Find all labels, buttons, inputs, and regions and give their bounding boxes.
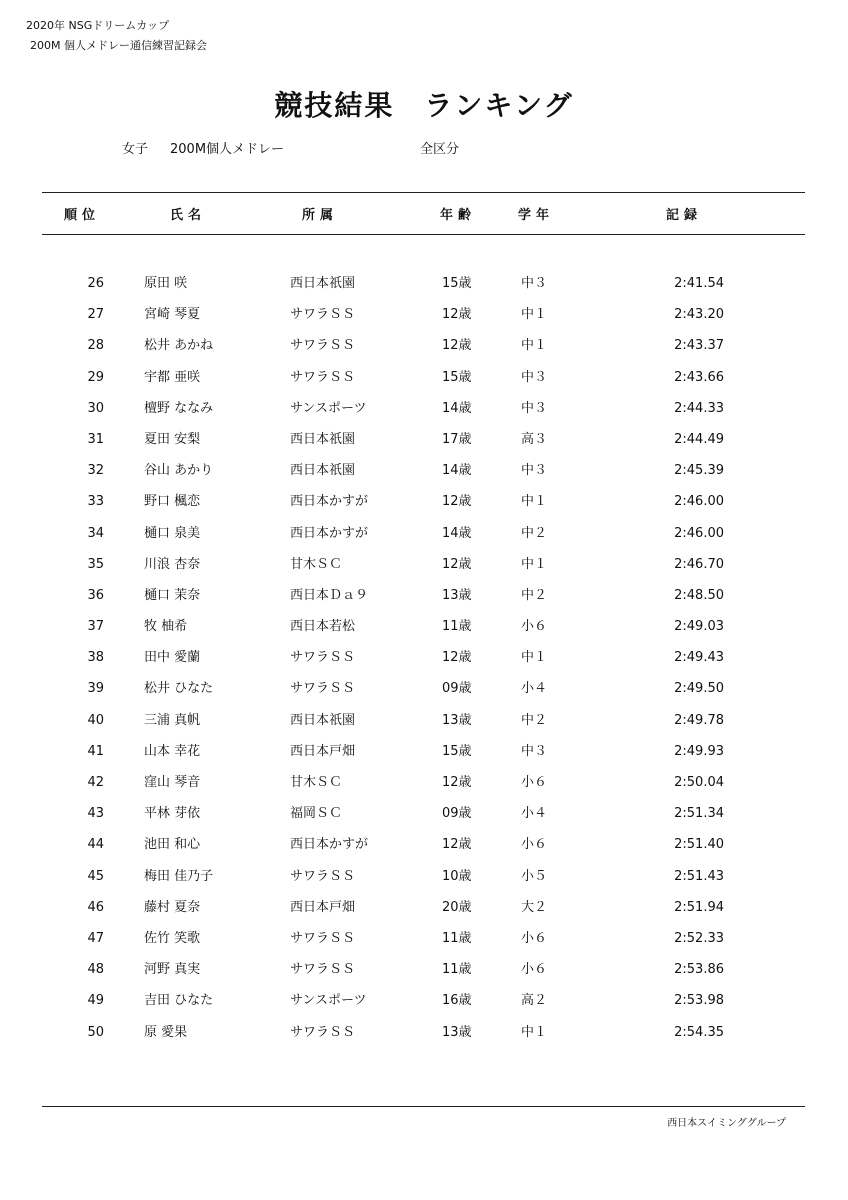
cell-club: 西日本若松 bbox=[290, 619, 356, 635]
cell-time: 2:44.33 bbox=[674, 400, 724, 416]
title-results: 競技結果 bbox=[274, 89, 395, 122]
table-row bbox=[0, 892, 848, 923]
cell-rank: 49 bbox=[87, 993, 104, 1009]
cell-club: サワラＳＳ bbox=[290, 681, 356, 697]
cell-time: 2:46.00 bbox=[674, 525, 724, 541]
column-header-name: 氏名 bbox=[170, 208, 207, 223]
column-header-grade: 学年 bbox=[518, 208, 555, 223]
cell-age: 15歳 bbox=[442, 276, 472, 291]
cell-rank: 26 bbox=[87, 276, 104, 291]
event-subname: 200M 個人メドレー通信練習記録会 bbox=[30, 39, 207, 52]
cell-age: 12歳 bbox=[442, 650, 472, 666]
cell-rank: 44 bbox=[87, 837, 104, 853]
table-row bbox=[0, 362, 848, 393]
cell-name: 野口 楓恋 bbox=[144, 494, 201, 510]
cell-name: 平林 芽依 bbox=[144, 806, 201, 822]
table-row bbox=[0, 736, 848, 767]
cell-rank: 33 bbox=[87, 494, 104, 510]
cell-name: 松井 あかね bbox=[144, 338, 214, 354]
footer-organization: 西日本スイミンググループ bbox=[667, 1118, 786, 1129]
cell-age: 09歳 bbox=[442, 806, 472, 822]
cell-age: 12歳 bbox=[442, 837, 472, 853]
cell-age: 17歳 bbox=[442, 431, 472, 447]
cell-time: 2:44.49 bbox=[674, 431, 724, 447]
cell-grade: 大２ bbox=[521, 899, 548, 915]
table-row bbox=[0, 705, 848, 736]
cell-rank: 28 bbox=[87, 338, 104, 354]
cell-name: 夏田 安梨 bbox=[144, 431, 201, 447]
cell-rank: 41 bbox=[87, 743, 104, 759]
cell-club: 西日本祇園 bbox=[290, 463, 356, 479]
cell-grade: 中３ bbox=[521, 276, 548, 291]
cell-age: 14歳 bbox=[442, 463, 472, 479]
cell-time: 2:46.70 bbox=[674, 556, 724, 572]
cell-grade: 小６ bbox=[521, 837, 548, 853]
cell-grade: 中２ bbox=[521, 587, 548, 603]
cell-time: 2:51.43 bbox=[674, 868, 724, 884]
table-row bbox=[0, 861, 848, 892]
cell-club: サワラＳＳ bbox=[290, 338, 356, 354]
cell-time: 2:43.37 bbox=[674, 338, 724, 354]
cell-age: 15歳 bbox=[442, 743, 472, 759]
cell-time: 2:49.93 bbox=[674, 743, 724, 759]
cell-grade: 中３ bbox=[521, 400, 548, 416]
table-row bbox=[0, 829, 848, 860]
table-row bbox=[0, 611, 848, 642]
table-row bbox=[0, 518, 848, 549]
cell-club: サワラＳＳ bbox=[290, 1024, 356, 1040]
cell-grade: 中１ bbox=[521, 338, 548, 354]
table-row bbox=[0, 393, 848, 424]
cell-grade: 中３ bbox=[521, 463, 548, 479]
cell-club: サワラＳＳ bbox=[290, 307, 356, 323]
cell-age: 14歳 bbox=[442, 525, 472, 541]
table-row bbox=[0, 923, 848, 954]
cell-age: 12歳 bbox=[442, 775, 472, 790]
cell-name: 山本 幸花 bbox=[144, 743, 201, 759]
column-header-age: 年齢 bbox=[440, 208, 477, 223]
cell-age: 12歳 bbox=[442, 307, 472, 323]
cell-age: 15歳 bbox=[442, 369, 472, 385]
cell-name: 牧 柚希 bbox=[144, 619, 188, 635]
cell-club: サンスポーツ bbox=[290, 993, 367, 1009]
cell-time: 2:49.50 bbox=[674, 681, 724, 697]
column-header-time: 記録 bbox=[666, 208, 703, 223]
cell-name: 窪山 琴音 bbox=[144, 775, 201, 790]
cell-grade: 中２ bbox=[521, 712, 548, 728]
gender-label: 女子 bbox=[122, 142, 149, 157]
cell-time: 2:51.34 bbox=[674, 806, 724, 822]
cell-rank: 36 bbox=[87, 587, 104, 603]
cell-time: 2:54.35 bbox=[674, 1024, 724, 1040]
cell-grade: 中１ bbox=[521, 1024, 548, 1040]
table-row bbox=[0, 954, 848, 985]
cell-age: 09歳 bbox=[442, 681, 472, 697]
cell-time: 2:43.66 bbox=[674, 369, 724, 385]
cell-age: 14歳 bbox=[442, 400, 472, 416]
cell-name: 原田 咲 bbox=[144, 276, 188, 291]
cell-rank: 37 bbox=[87, 619, 104, 635]
cell-age: 13歳 bbox=[442, 587, 472, 603]
table-row bbox=[0, 767, 848, 798]
cell-age: 12歳 bbox=[442, 556, 472, 572]
cell-rank: 27 bbox=[87, 307, 104, 323]
table-row bbox=[0, 580, 848, 611]
table-row bbox=[0, 798, 848, 829]
cell-rank: 35 bbox=[87, 556, 104, 572]
cell-name: 樋口 茉奈 bbox=[144, 587, 201, 603]
cell-name: 池田 和心 bbox=[144, 837, 201, 853]
table-row bbox=[0, 330, 848, 361]
cell-club: 西日本戸畑 bbox=[290, 743, 356, 759]
cell-rank: 45 bbox=[87, 868, 104, 884]
cell-name: 佐竹 笑歌 bbox=[144, 930, 201, 946]
table-row bbox=[0, 549, 848, 580]
cell-club: 西日本かすが bbox=[290, 837, 369, 853]
cell-club: 西日本祇園 bbox=[290, 712, 356, 728]
cell-club: 西日本祇園 bbox=[290, 276, 356, 291]
cell-time: 2:50.04 bbox=[674, 775, 724, 790]
cell-time: 2:49.78 bbox=[674, 712, 724, 728]
cell-name: 河野 真実 bbox=[144, 962, 201, 978]
cell-name: 檀野 ななみ bbox=[144, 400, 214, 416]
cell-age: 20歳 bbox=[442, 899, 472, 915]
cell-time: 2:51.40 bbox=[674, 837, 724, 853]
cell-name: 田中 愛蘭 bbox=[144, 650, 201, 666]
cell-rank: 42 bbox=[87, 775, 104, 790]
division-label: 全区分 bbox=[420, 142, 460, 157]
cell-grade: 小６ bbox=[521, 619, 548, 635]
cell-club: 甘木ＳＣ bbox=[290, 775, 343, 790]
cell-time: 2:53.86 bbox=[674, 962, 724, 978]
cell-grade: 小６ bbox=[521, 962, 548, 978]
table-row bbox=[0, 985, 848, 1016]
cell-club: サンスポーツ bbox=[290, 400, 367, 416]
table-row bbox=[0, 268, 848, 299]
cell-rank: 48 bbox=[87, 962, 104, 978]
cell-rank: 29 bbox=[87, 369, 104, 385]
cell-time: 2:49.43 bbox=[674, 650, 724, 666]
cell-grade: 中３ bbox=[521, 369, 548, 385]
cell-rank: 31 bbox=[87, 431, 104, 447]
cell-grade: 高２ bbox=[521, 993, 548, 1009]
cell-name: 吉田 ひなた bbox=[144, 993, 214, 1009]
cell-age: 12歳 bbox=[442, 494, 472, 510]
cell-club: 西日本かすが bbox=[290, 525, 369, 541]
cell-rank: 34 bbox=[87, 525, 104, 541]
cell-time: 2:52.33 bbox=[674, 930, 724, 946]
cell-club: サワラＳＳ bbox=[290, 369, 356, 385]
cell-time: 2:53.98 bbox=[674, 993, 724, 1009]
cell-rank: 47 bbox=[87, 930, 104, 946]
cell-time: 2:48.50 bbox=[674, 587, 724, 603]
cell-time: 2:49.03 bbox=[674, 619, 724, 635]
cell-rank: 43 bbox=[87, 806, 104, 822]
table-row bbox=[0, 455, 848, 486]
cell-grade: 小５ bbox=[521, 868, 548, 884]
table-top-rule bbox=[42, 192, 805, 193]
cell-time: 2:41.54 bbox=[674, 276, 724, 291]
table-row bbox=[0, 486, 848, 517]
cell-age: 12歳 bbox=[442, 338, 472, 354]
cell-grade: 小４ bbox=[521, 681, 548, 697]
cell-name: 川浪 杏奈 bbox=[144, 556, 201, 572]
cell-rank: 32 bbox=[87, 463, 104, 479]
cell-grade: 中１ bbox=[521, 494, 548, 510]
cell-grade: 中１ bbox=[521, 556, 548, 572]
cell-rank: 38 bbox=[87, 650, 104, 666]
cell-club: サワラＳＳ bbox=[290, 650, 356, 666]
cell-grade: 小６ bbox=[521, 930, 548, 946]
page-title bbox=[0, 84, 848, 124]
cell-grade: 中１ bbox=[521, 307, 548, 323]
cell-club: 西日本かすが bbox=[290, 494, 369, 510]
cell-name: 宇都 亜咲 bbox=[144, 369, 201, 385]
table-row bbox=[0, 424, 848, 455]
table-header-rule bbox=[42, 234, 805, 235]
table-row bbox=[0, 673, 848, 704]
cell-club: 福岡ＳＣ bbox=[290, 806, 343, 822]
event-label: 200M個人メドレー bbox=[170, 142, 285, 157]
cell-name: 松井 ひなた bbox=[144, 681, 214, 697]
cell-name: 藤村 夏奈 bbox=[144, 899, 201, 915]
cell-club: 西日本Ｄａ９ bbox=[290, 587, 369, 603]
cell-age: 11歳 bbox=[442, 930, 472, 946]
cell-club: 西日本祇園 bbox=[290, 431, 356, 447]
table-row bbox=[0, 299, 848, 330]
cell-age: 13歳 bbox=[442, 712, 472, 728]
footer-rule bbox=[42, 1106, 805, 1107]
cell-club: サワラＳＳ bbox=[290, 930, 356, 946]
title-ranking: ランキング bbox=[424, 89, 574, 122]
cell-time: 2:43.20 bbox=[674, 307, 724, 323]
results-table bbox=[0, 268, 848, 1048]
cell-rank: 40 bbox=[87, 712, 104, 728]
cell-rank: 46 bbox=[87, 899, 104, 915]
cell-rank: 39 bbox=[87, 681, 104, 697]
cell-grade: 中１ bbox=[521, 650, 548, 666]
cell-age: 13歳 bbox=[442, 1024, 472, 1040]
cell-time: 2:45.39 bbox=[674, 463, 724, 479]
cell-grade: 中３ bbox=[521, 743, 548, 759]
cell-grade: 中２ bbox=[521, 525, 548, 541]
event-name: 2020年 NSGドリームカップ bbox=[26, 19, 170, 32]
cell-name: 三浦 真帆 bbox=[144, 712, 201, 728]
cell-name: 樋口 泉美 bbox=[144, 525, 201, 541]
column-header-club: 所属 bbox=[302, 208, 339, 223]
cell-grade: 高３ bbox=[521, 431, 548, 447]
event-header bbox=[26, 16, 207, 56]
cell-name: 谷山 あかり bbox=[144, 463, 214, 479]
column-header-rank: 順位 bbox=[64, 208, 101, 223]
cell-club: 甘木ＳＣ bbox=[290, 556, 343, 572]
cell-age: 11歳 bbox=[442, 962, 472, 978]
cell-time: 2:51.94 bbox=[674, 899, 724, 915]
cell-club: 西日本戸畑 bbox=[290, 899, 356, 915]
cell-rank: 30 bbox=[87, 400, 104, 416]
table-row bbox=[0, 1017, 848, 1048]
cell-age: 11歳 bbox=[442, 619, 472, 635]
table-row bbox=[0, 642, 848, 673]
cell-grade: 小４ bbox=[521, 806, 548, 822]
cell-grade: 小６ bbox=[521, 775, 548, 790]
cell-age: 10歳 bbox=[442, 868, 472, 884]
cell-name: 宮崎 琴夏 bbox=[144, 307, 201, 323]
cell-time: 2:46.00 bbox=[674, 494, 724, 510]
cell-rank: 50 bbox=[87, 1024, 104, 1040]
cell-club: サワラＳＳ bbox=[290, 962, 356, 978]
cell-name: 梅田 佳乃子 bbox=[144, 868, 214, 884]
cell-age: 16歳 bbox=[442, 993, 472, 1009]
cell-club: サワラＳＳ bbox=[290, 868, 356, 884]
cell-name: 原 愛果 bbox=[144, 1024, 188, 1040]
